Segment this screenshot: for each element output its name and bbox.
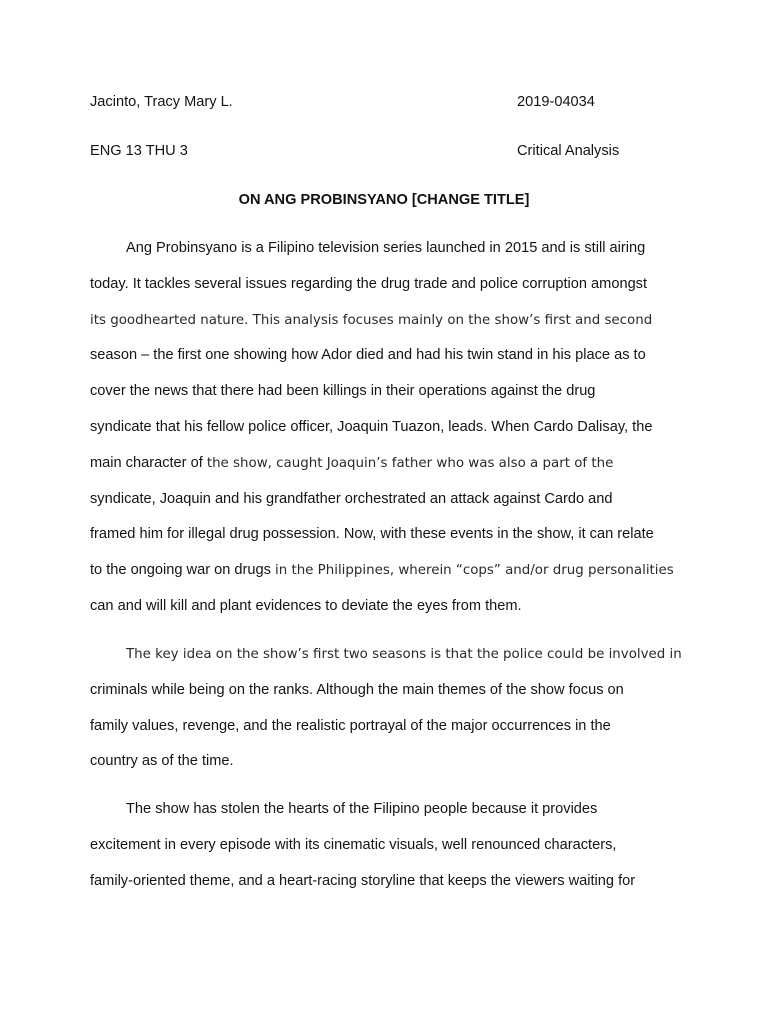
- text-segment: framed him for illegal drug possession. Now, with these events in the show, it can relate: [90, 526, 654, 543]
- paragraph-line: [90, 454, 613, 473]
- text-segment: in the Philippines, wherein “cops” and/or drug personalities: [274, 563, 674, 579]
- paragraph-line: [90, 275, 647, 293]
- text-segment: cover the news that there had been killings in their operations against the drug: [90, 383, 596, 400]
- document-title: ON ANG PROBINSYANO [CHANGE TITLE]: [238, 192, 530, 208]
- text-segment: criminals while being on the ranks. Although the main themes of the show focus on: [90, 681, 624, 698]
- course-section: ENG 13 THU 3: [90, 143, 188, 159]
- text-segment: The key idea on the show’s first two seasons is that the police could be involved in: [126, 647, 682, 662]
- paragraph-line: [90, 752, 234, 770]
- text-segment: country as of the time.: [90, 753, 234, 770]
- text-segment: the show, caught Joaquin’s father who was also a part of the: [206, 455, 614, 471]
- paragraph-line: [90, 311, 652, 330]
- text-segment: its goodhearted nature. This analysis focuses mainly on the show’s first and second: [90, 312, 653, 328]
- paragraph-line: [90, 717, 611, 735]
- text-segment: syndicate that his fellow police officer, Joaquin Tuazon, leads. When Cardo Dalisay, the: [90, 419, 653, 435]
- paragraph-line: [126, 800, 597, 818]
- paragraph-line: [90, 597, 522, 615]
- paper-type: Critical Analysis: [517, 143, 620, 159]
- paragraph-line: [90, 561, 674, 580]
- text-segment: main character of: [90, 454, 207, 471]
- student-name: Jacinto, Tracy Mary L.: [90, 94, 233, 110]
- text-segment: to the ongoing war on drugs: [90, 562, 275, 579]
- paragraph-line: [90, 681, 624, 699]
- text-segment: family-oriented theme, and a heart-racing storyline that keeps the viewers waiting for: [90, 872, 636, 889]
- text-segment: The show has stolen the hearts of the Filipino people because it provides: [126, 801, 598, 817]
- paragraph-line: [90, 490, 612, 508]
- paragraph-line: [90, 525, 654, 543]
- text-segment: family values, revenge, and the realistic portrayal of the major occurrences in the: [90, 717, 611, 734]
- text-segment: Ang Probinsyano is a Filipino television series launched in 2015 and is still airing: [126, 240, 646, 256]
- paragraph-line: [90, 346, 646, 364]
- paragraph-line: [90, 382, 595, 400]
- student-number: 2019-04034: [517, 94, 595, 110]
- paragraph-line: [90, 836, 616, 854]
- text-segment: today. It tackles several issues regarding the drug trade and police corruption amongst: [90, 275, 648, 292]
- text-segment: can and will kill and plant evidences to deviate the eyes from them.: [90, 598, 522, 614]
- text-segment: excitement in every episode with its cinematic visuals, well renounced characters,: [90, 836, 617, 853]
- text-segment: season – the first one showing how Ador died and had his twin stand in his place as to: [90, 347, 646, 364]
- paragraph-line: [90, 418, 652, 436]
- paragraph-line: [126, 645, 682, 664]
- paragraph-line: [90, 872, 635, 890]
- text-segment: syndicate, Joaquin and his grandfather orchestrated an attack against Cardo and: [90, 490, 613, 507]
- paragraph-line: [126, 239, 645, 257]
